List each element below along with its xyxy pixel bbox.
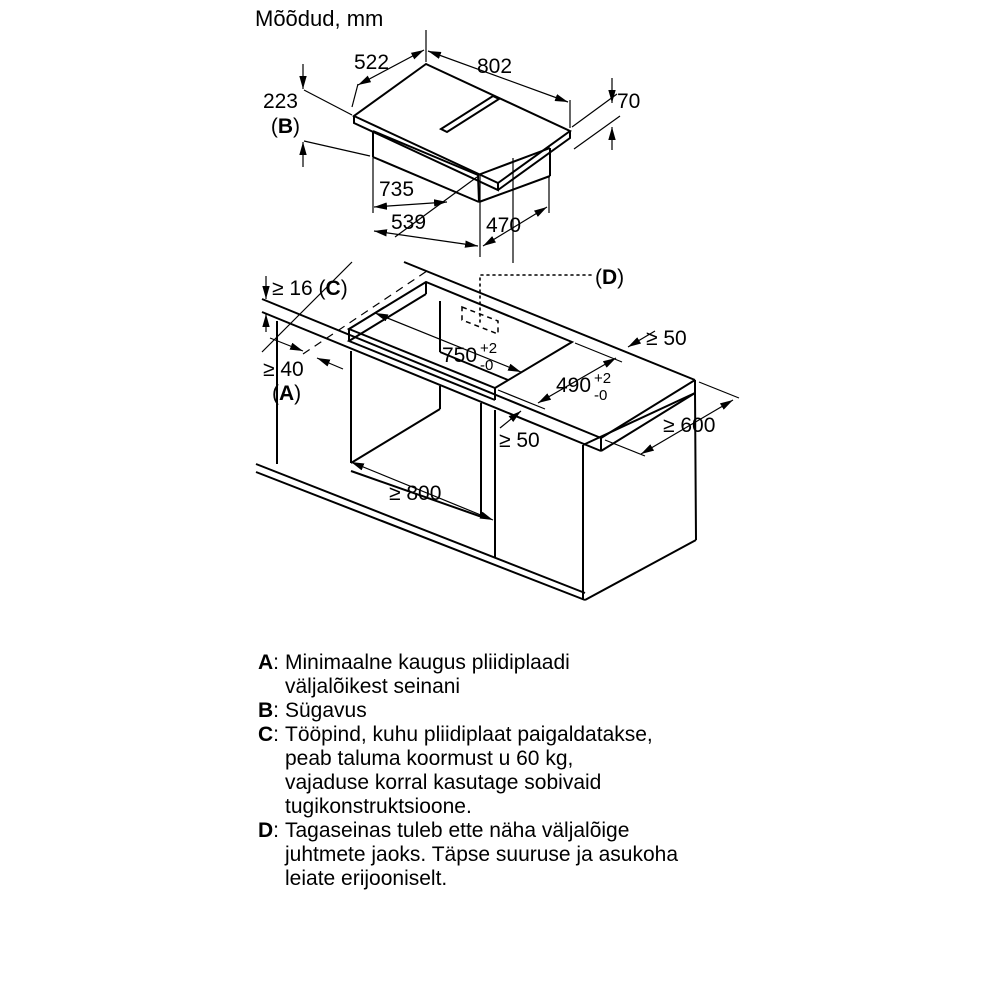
legend-item-A — [258, 651, 678, 699]
dim-label-490-minus: -0 — [594, 387, 608, 404]
ext-line-522 — [352, 84, 358, 107]
legend — [258, 651, 678, 891]
dim-label-40: ≥ 40 — [263, 358, 304, 381]
dim-label-522: 522 — [354, 51, 390, 74]
cutout-inner-thickness — [349, 282, 498, 400]
page-title: Mõõdud, mm — [255, 6, 384, 31]
dim-label-735: 735 — [379, 178, 415, 201]
dim-label-D: (D) — [595, 266, 625, 289]
dim-label-750: 750 — [442, 344, 478, 367]
dim-label-802: 802 — [477, 55, 513, 78]
legend-item-B — [258, 699, 678, 723]
dim-label-750-plus: +2 — [480, 340, 498, 357]
legend-key-A: A: — [258, 651, 280, 674]
dim-label-470: 470 — [486, 214, 522, 237]
dim-label-223: 223 — [262, 90, 298, 113]
legend-text-A: Minimaalne kaugus pliidiplaadi väljalõikest seinani — [285, 651, 570, 698]
cabinet-interior-back-edge — [440, 301, 508, 380]
worktop-front-edge — [262, 299, 601, 438]
ext-line-600-back — [699, 382, 739, 398]
leader-223-bottom — [304, 141, 370, 156]
worktop-cutout — [349, 282, 572, 388]
legend-text-C: Tööpind, kuhu pliidiplaat paigaldatakse, peab taluma koormust u 60 kg, vajaduse korral kasutage sobivaid tugikonstruktsioone. — [285, 723, 653, 818]
dim-label-800: ≥ 800 — [389, 482, 442, 505]
dim-label-16C: ≥ 16 (C) — [272, 277, 348, 300]
legend-key-C: C: — [258, 723, 280, 746]
dim-label-600: ≥ 600 — [663, 414, 716, 437]
hob-top-view — [263, 30, 640, 263]
dim-label-B: (B) — [270, 115, 300, 138]
dim-label-50-back: ≥ 50 — [646, 327, 687, 350]
dim-label-490: 490 — [556, 374, 592, 397]
legend-key-D: D: — [258, 819, 280, 842]
dim-label-490-plus: +2 — [594, 370, 612, 387]
vent-slot — [441, 96, 499, 132]
ext-line-750 — [349, 307, 384, 329]
legend-item-C — [258, 723, 678, 819]
ext-line-70-top — [572, 94, 617, 127]
arrow-40-left — [317, 358, 343, 369]
worktop-break-line — [262, 262, 352, 352]
dim-label-539: 539 — [391, 211, 427, 234]
legend-item-D — [258, 819, 678, 891]
dim-label-750-minus: -0 — [480, 357, 494, 374]
legend-key-B: B: — [258, 699, 280, 722]
legend-text-D: Tagaseinas tuleb ette näha väljalõige juhtmete jaoks. Täpse suuruse ja asukoha leiate erijooniselt. — [285, 819, 679, 890]
installation-view — [256, 262, 739, 600]
legend-text-B: Sügavus — [285, 699, 367, 722]
leader-223-top — [304, 90, 352, 115]
dim-label-A: (A) — [272, 382, 302, 405]
dim-label-50-front: ≥ 50 — [499, 429, 540, 452]
ext-line-600-front — [605, 440, 645, 456]
arrow-40-right — [270, 338, 303, 351]
dim-label-70: 70 — [617, 90, 641, 113]
